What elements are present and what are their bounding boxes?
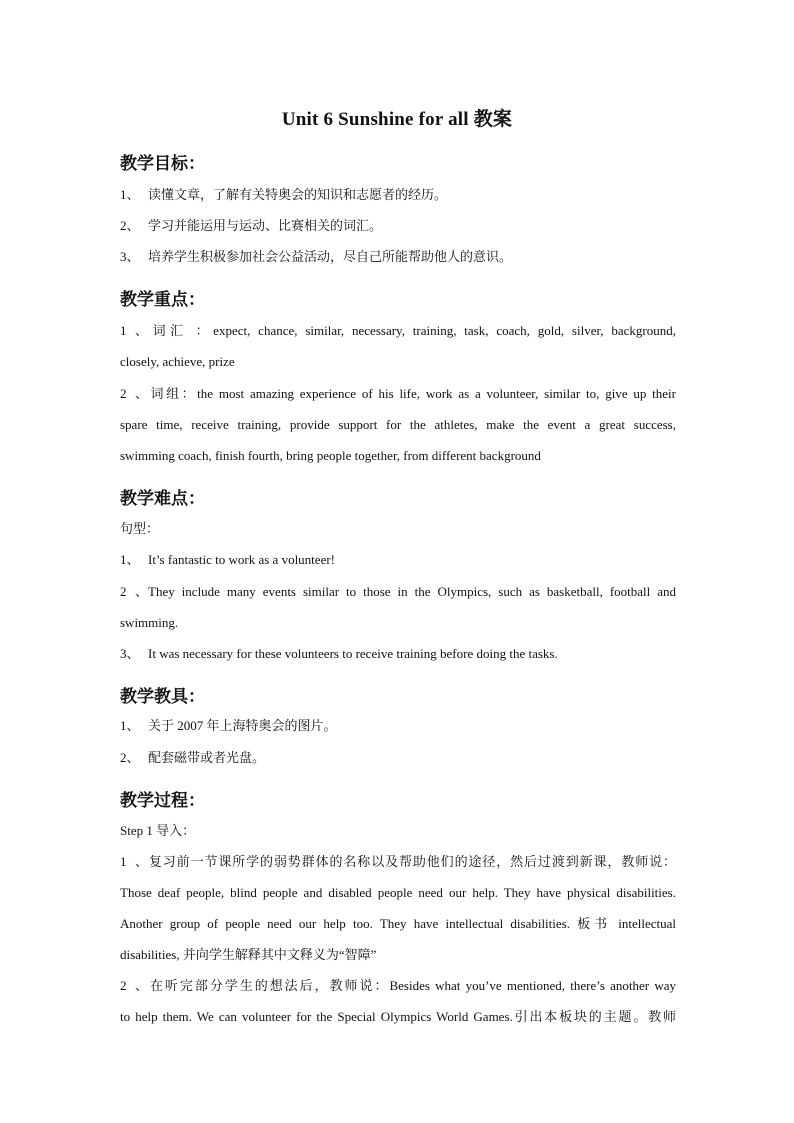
item-text: 配套磁带或者光盘。 <box>148 750 266 765</box>
step-label: Step 1 导入： <box>120 823 196 838</box>
item-text: 在听完部分学生的想法后，教师说：Besides what you’ve mentioned, there’s another way <box>148 978 676 993</box>
item-number: 2、 <box>120 584 148 599</box>
item-text: 学习并能运用与运动、比赛相关的词汇。 <box>148 218 383 233</box>
key-point-vocab-line <box>120 323 676 339</box>
heading-teaching-process: 教学过程： <box>120 791 205 810</box>
difficulty-item <box>120 552 676 568</box>
item-number: 3、 <box>120 249 140 264</box>
item-text: They include many events similar to those in the Olympics, such as basketball, football and <box>148 584 676 599</box>
difficulty-item-continued: swimming. <box>120 615 179 630</box>
item-text: It was necessary for these volunteers to receive training before doing the tasks. <box>148 646 558 661</box>
item-text: 读懂文章，了解有关特奥会的知识和志愿者的经历。 <box>148 187 448 202</box>
heading-objectives: 教学目标： <box>120 154 205 173</box>
key-point-phrase-line <box>120 386 676 402</box>
item-text: 关于 2007 年上海特奥会的图片。 <box>148 718 337 733</box>
item-number: 2、 <box>120 218 140 233</box>
process-paragraph-line: disabilities, 并向学生解释其中文释义为“智障” <box>120 947 377 962</box>
item-text: It’s fantastic to work as a volunteer! <box>148 552 335 567</box>
item-number: 2、 <box>120 386 148 401</box>
difficulty-item <box>120 584 676 600</box>
heading-difficulties: 教学难点： <box>120 489 205 508</box>
item-number: 1、 <box>120 854 148 869</box>
item-number: 2、 <box>120 978 148 993</box>
item-number: 3、 <box>120 646 140 661</box>
objective-item <box>120 187 676 203</box>
document-title: Unit 6 Sunshine for all 教案 <box>281 109 513 130</box>
process-paragraph-line: Another group of people need our help too. They have intellectual disabilities. 板书 intellectual <box>120 916 676 931</box>
key-point-vocab-line: closely, achieve, prize <box>120 354 235 369</box>
heading-key-points: 教学重点： <box>120 290 205 309</box>
item-number: 1、 <box>120 718 140 733</box>
aid-item <box>120 750 676 766</box>
heading-teaching-aids: 教学教具： <box>120 687 205 706</box>
difficulty-item <box>120 646 676 662</box>
item-text: 复习前一节课所学的弱势群体的名称以及帮助他们的途径，然后过渡到新课，教师说： <box>148 854 676 869</box>
process-paragraph-line: to help them. We can volunteer for the Special Olympics World Games.引出本板块的主题。教师 <box>120 1009 676 1024</box>
aid-item <box>120 718 676 734</box>
key-point-phrase-line: swimming coach, finish fourth, bring people together, from different background <box>120 448 541 463</box>
process-paragraph-line <box>120 978 676 994</box>
process-paragraph-line: Those deaf people, blind people and disabled people need our help. They have physical disabilities. <box>120 885 676 900</box>
difficulties-subheading: 句型： <box>120 521 160 536</box>
item-number: 1、 <box>120 187 140 202</box>
item-number: 1、 <box>120 552 140 567</box>
objective-item <box>120 218 676 234</box>
objective-item <box>120 249 676 265</box>
item-text: 培养学生积极参加社会公益活动，尽自己所能帮助他人的意识。 <box>148 249 513 264</box>
process-paragraph-line <box>120 854 676 870</box>
item-text: 词汇 ：expect, chance, similar, necessary, training, task, coach, gold, silver, background, <box>148 323 676 338</box>
item-text: 词组：the most amazing experience of his life, work as a volunteer, similar to, give up their <box>148 386 676 401</box>
item-number: 2、 <box>120 750 140 765</box>
key-point-phrase-line: spare time, receive training, provide support for the athletes, make the event a great success, <box>120 417 676 432</box>
item-number: 1、 <box>120 323 148 338</box>
